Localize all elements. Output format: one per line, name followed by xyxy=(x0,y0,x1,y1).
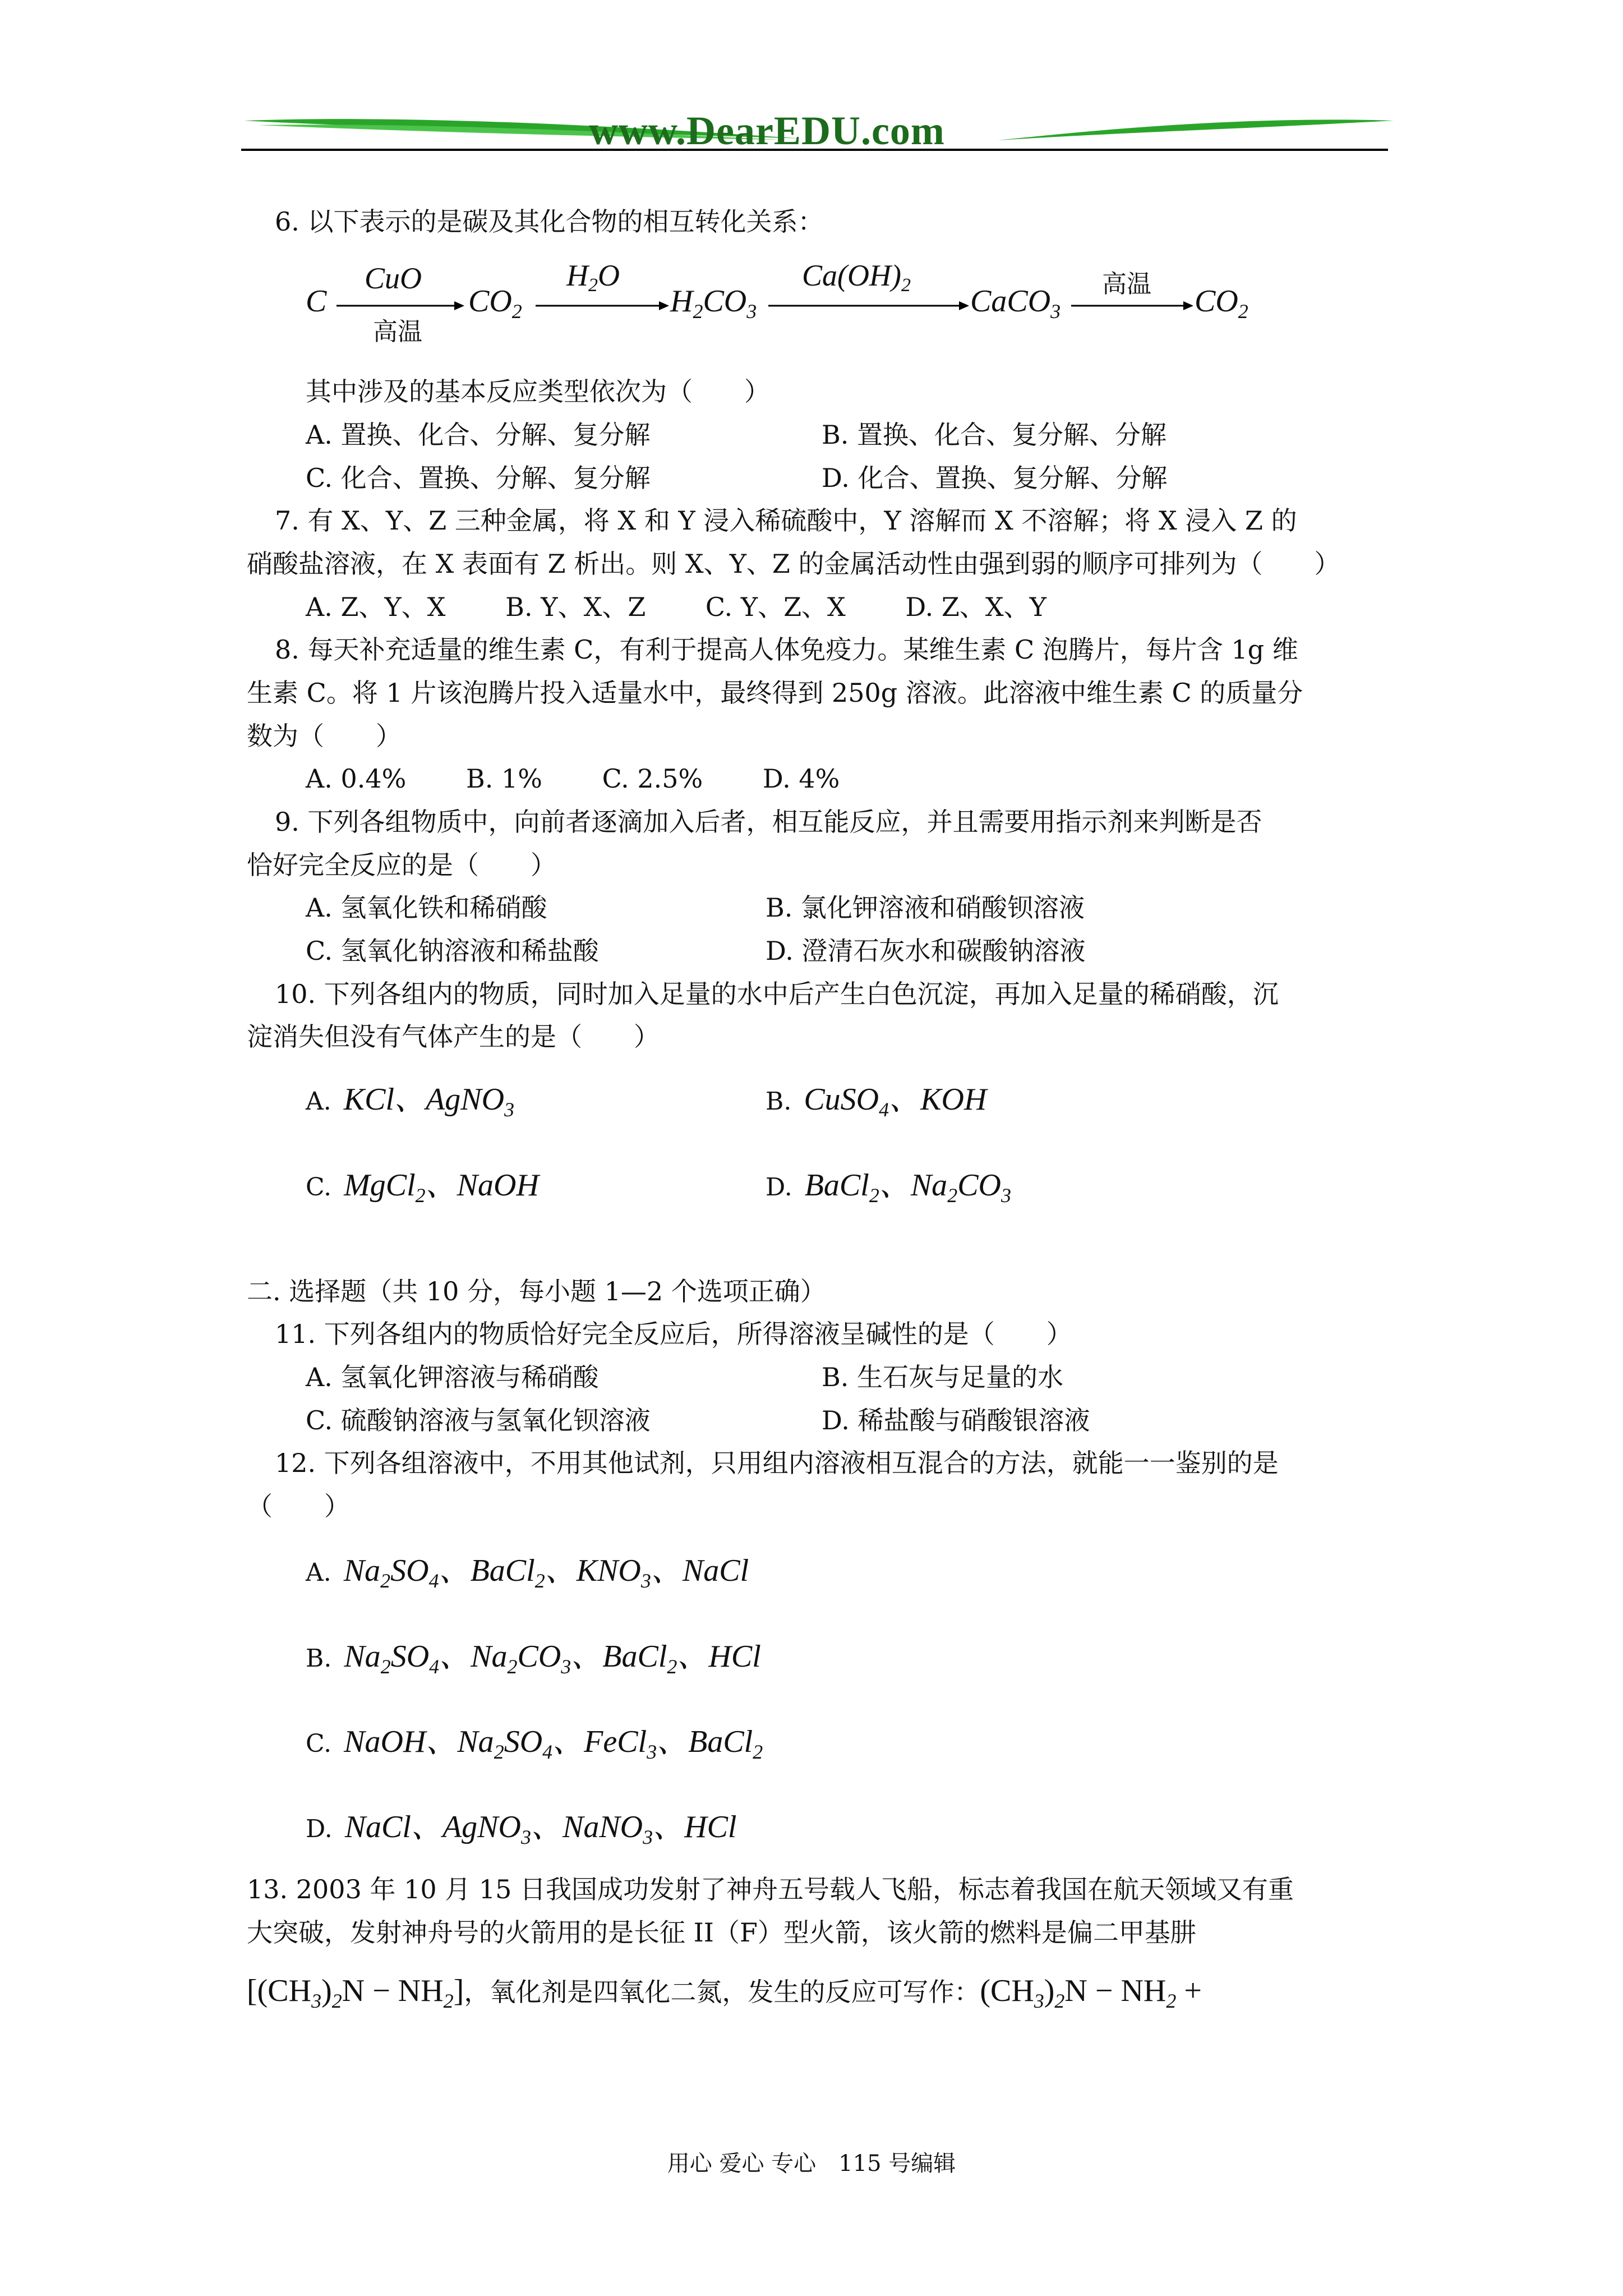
step2-reagent: $H_2O$ xyxy=(566,259,620,296)
q9-line-2: 恰好完全反应的是（ ） xyxy=(247,850,556,880)
q12-option-c[interactable]: C. NaOH、$Na_2SO_4$、FeCl$_3$、BaCl$_2$ xyxy=(306,1724,763,1763)
right-swoosh-decoration xyxy=(998,119,1394,140)
q8-line-3: 数为（ ） xyxy=(247,721,402,751)
q11-stem: 11. 下列各组内的物质恰好完全反应后，所得溶液呈碱性的是（ ） xyxy=(275,1319,1072,1349)
step4-condition: 高温 xyxy=(1102,270,1151,298)
q7-line-2: 硝酸盐溶液，在 X 表面有 Z 析出。则 X、Y、Z 的金属活动性由强到弱的顺序可排列为（ ） xyxy=(247,549,1340,579)
q7-line-1: 7. 有 X、Y、Z 三种金属，将 X 和 Y 浸入稀硫酸中，Y 溶解而 X 不溶解；将 X 浸入 Z 的 xyxy=(275,505,1297,536)
q9-option-d[interactable]: D. 澄清石灰水和碳酸钠溶液 xyxy=(766,936,1086,966)
q10-option-a[interactable]: A. KCl、AgNO$_3$ xyxy=(306,1082,515,1121)
page-footer: 用心 爱心 专心 115 号编辑 xyxy=(667,2151,956,2177)
reaction-formula: $(CH_3)_2N - NH_2$ + xyxy=(980,1973,1202,2012)
q6-option-a[interactable]: A. 置换、化合、分解、复分解 xyxy=(306,420,651,450)
q12-option-a[interactable]: A. $Na_2SO_4$、BaCl$_2$、$KNO_3$、NaCl xyxy=(306,1553,749,1592)
q10-line-1: 10. 下列各组内的物质，同时加入足量的水中后产生白色沉淀，再加入足量的稀硝酸，沉 xyxy=(275,979,1279,1009)
q13-line-2: 大突破，发射神舟号的火箭用的是长征 II（F）型火箭，该火箭的燃料是偏二甲基肼 xyxy=(247,1917,1196,1948)
arrow-1-icon xyxy=(336,300,465,311)
q8-line-1: 8. 每天补充适量的维生素 C，有利于提高人体免疫力。某维生素 C 泡腾片，每片含 1g 维 xyxy=(275,634,1298,665)
q11-option-d[interactable]: D. 稀盐酸与硝酸银溶液 xyxy=(822,1405,1090,1435)
q8-options[interactable]: A. 0.4% B. 1% C. 2.5% D. 4% xyxy=(306,763,840,794)
q12-line-2: （ ） xyxy=(247,1491,350,1521)
product-4: $CO_2$ xyxy=(1195,284,1248,323)
q8-line-2: 生素 C。将 1 片该泡腾片投入适量水中，最终得到 250g 溶液。此溶液中维生素 C 的质量分 xyxy=(247,678,1303,708)
product-3: CaCO$_3$ xyxy=(970,284,1061,323)
q6-option-d[interactable]: D. 化合、置换、复分解、分解 xyxy=(822,463,1168,493)
q9-option-a[interactable]: A. 氢氧化铁和稀硝酸 xyxy=(306,892,547,923)
arrow-3-icon xyxy=(768,300,970,311)
product-1: $CO_2$ xyxy=(468,284,522,323)
chain-start: C xyxy=(306,284,327,319)
section-2-heading: 二. 选择题（共 10 分，每小题 1—2 个选项正确） xyxy=(247,1276,826,1306)
q9-option-c[interactable]: C. 氢氧化钠溶液和稀盐酸 xyxy=(306,936,599,966)
q10-option-b[interactable]: B. CuSO$_4$、KOH xyxy=(766,1082,987,1121)
q10-option-d[interactable]: D. BaCl$_2$、$Na_2CO_3$ xyxy=(766,1168,1011,1207)
step1-condition: 高温 xyxy=(373,318,422,346)
q12-line-1: 12. 下列各组溶液中，不用其他试剂，只用组内溶液相互混合的方法，就能一一鉴别的是 xyxy=(275,1448,1279,1478)
q11-option-b[interactable]: B. 生石灰与足量的水 xyxy=(822,1362,1064,1392)
q10-line-2: 淀消失但没有气体产生的是（ ） xyxy=(247,1022,660,1052)
q13-line-1: 13. 2003 年 10 月 15 日我国成功发射了神舟五号载人飞船，标志着我国在航天领域又有重 xyxy=(247,1874,1294,1904)
q6-option-b[interactable]: B. 置换、化合、复分解、分解 xyxy=(822,420,1167,450)
q13-line-3: $[(CH_3)_2N - NH_2]$，氧化剂是四氧化二氮，发生的反应可写作：$(CH_3)_2N - NH_2$ + xyxy=(247,1973,1202,2012)
step1-reagent: CuO xyxy=(365,261,422,295)
q11-option-a[interactable]: A. 氢氧化钾溶液与稀硝酸 xyxy=(306,1362,599,1392)
q6-stem: 6. 以下表示的是碳及其化合物的相互转化关系： xyxy=(275,206,824,237)
q9-option-b[interactable]: B. 氯化钾溶液和硝酸钡溶液 xyxy=(766,892,1085,923)
hydrazine-formula: $[(CH_3)_2N - NH_2]$ xyxy=(247,1973,464,2012)
product-2: $H_2CO_3$ xyxy=(670,284,757,323)
q10-option-c[interactable]: C. MgCl$_2$、NaOH xyxy=(306,1168,539,1207)
arrow-4-icon xyxy=(1071,300,1195,311)
q9-line-1: 9. 下列各组物质中，向前者逐滴加入后者，相互能反应，并且需要用指示剂来判断是否 xyxy=(275,807,1262,837)
site-title: www.DearEDU.com xyxy=(589,108,945,153)
q12-option-b[interactable]: B. $Na_2SO_4$、$Na_2CO_3$、BaCl$_2$、HCl xyxy=(306,1639,761,1678)
q6-prompt: 其中涉及的基本反应类型依次为（ ） xyxy=(306,376,770,407)
q7-options[interactable]: A. Z、Y、X B. Y、X、Z C. Y、Z、X D. Z、X、Y xyxy=(306,592,1046,622)
arrow-2-icon xyxy=(536,300,670,311)
step3-reagent: $Ca(OH)_2$ xyxy=(802,259,911,296)
q11-option-c[interactable]: C. 硫酸钠溶液与氢氧化钡溶液 xyxy=(306,1405,651,1435)
q12-option-d[interactable]: D. NaCl、AgNO$_3$、NaNO$_3$、HCl xyxy=(306,1810,737,1848)
q6-option-c[interactable]: C. 化合、置换、分解、复分解 xyxy=(306,463,651,493)
